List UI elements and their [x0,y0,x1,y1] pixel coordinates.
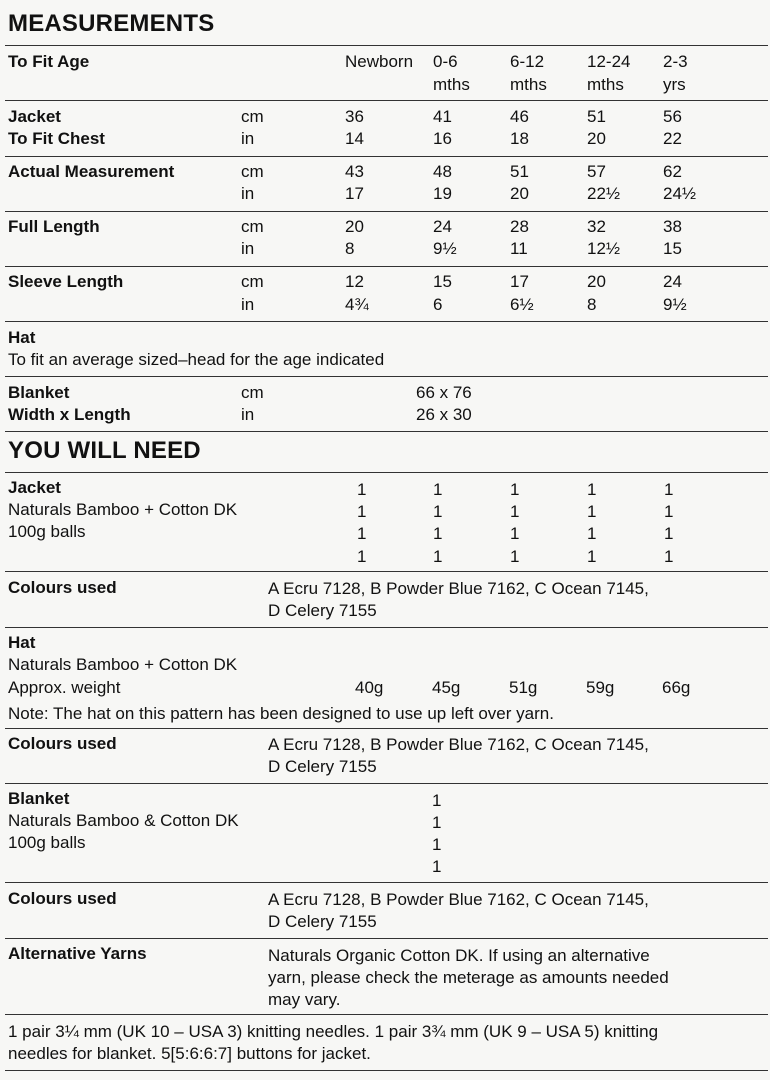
value: 17 [345,184,364,203]
value: 9½ [663,295,687,314]
blanket-label: Blanket [8,789,70,808]
value: 15 [433,272,452,291]
divider [5,938,768,939]
size-label: mths [510,75,547,94]
alternative-line: yarn, please check the meterage as amounts needed [268,968,669,987]
value: 22 [663,129,682,148]
value: 1 [510,547,520,566]
divider [5,45,768,46]
value: 12 [345,272,364,291]
value: 1 [357,524,367,543]
weight-label: Approx. weight [8,678,121,697]
hat-yarn: Naturals Bamboo + Cotton DK [8,655,238,674]
divider [5,431,768,432]
value: 4¾ [345,295,369,314]
value: 1 [510,502,520,521]
unit-cm: cm [241,107,264,126]
jacket-balls: 100g balls [8,522,86,541]
value: 1 [587,502,597,521]
divider [5,266,768,267]
blanket-size-in: 26 x 30 [416,405,472,424]
divider [5,882,768,883]
value: 16 [433,129,452,148]
colours-line: D Celery 7155 [268,601,377,620]
unit-in: in [241,184,255,203]
size-label: 12-24 [587,52,631,71]
unit-cm: cm [241,217,264,236]
value: 9½ [433,239,457,258]
value: 17 [510,272,529,291]
value: 1 [357,480,367,499]
size-label: 0-6 [433,52,458,71]
chest-label: To Fit Chest [8,129,105,148]
value: 8 [587,295,597,314]
weight-value: 51g [509,678,538,697]
value: 1 [433,502,443,521]
unit-in: in [241,405,255,424]
divider [5,783,768,784]
value: 41 [433,107,452,126]
actual-measurement-label: Actual Measurement [8,162,175,181]
needles-line: needles for blanket. 5[5:6:6:7] buttons for jacket. [8,1044,371,1063]
size-label: Newborn [345,52,414,71]
value: 1 [510,480,520,499]
alternative-line: Naturals Organic Cotton DK. If using an alternative [268,946,650,965]
hat-label: Hat [8,328,36,347]
size-label: 2-3 [663,52,688,71]
value: 1 [587,547,597,566]
size-label: yrs [663,75,686,94]
value: 11 [510,239,528,258]
blanket-balls: 100g balls [8,833,86,852]
size-label: mths [587,75,624,94]
value: 22½ [587,184,621,203]
colours-line: A Ecru 7128, B Powder Blue 7162, C Ocean 7145, [268,579,649,598]
value: 1 [433,524,443,543]
value: 1 [664,524,674,543]
size-label: mths [433,75,470,94]
value: 32 [587,217,606,236]
divider [5,376,768,377]
unit-cm: cm [241,383,264,402]
divider [5,728,768,729]
colours-line: D Celery 7155 [268,757,377,776]
value: 15 [663,239,682,258]
value: 1 [432,791,442,810]
value: 62 [663,162,682,181]
value: 1 [433,480,443,499]
value: 46 [510,107,529,126]
value: 12½ [587,239,621,258]
value: 1 [357,547,367,566]
jacket-yarn: Naturals Bamboo + Cotton DK [8,500,238,519]
value: 1 [664,547,674,566]
unit-in: in [241,295,255,314]
value: 20 [587,129,606,148]
unit-in: in [241,239,255,258]
value: 51 [510,162,529,181]
value: 1 [357,502,367,521]
value: 24½ [663,184,697,203]
hat-yarn-note: Note: The hat on this pattern has been designed to use up left over yarn. [8,704,554,723]
blanket-size-cm: 66 x 76 [416,383,472,402]
unit-in: in [241,129,255,148]
hat-label: Hat [8,633,36,652]
value: 57 [587,162,606,181]
value: 1 [664,480,674,499]
value: 1 [587,524,597,543]
value: 24 [433,217,452,236]
value: 18 [510,129,529,148]
alternative-yarns-label: Alternative Yarns [8,944,147,963]
colours-line: A Ecru 7128, B Powder Blue 7162, C Ocean 7145, [268,890,649,909]
value: 56 [663,107,682,126]
value: 36 [345,107,364,126]
colours-used-label: Colours used [8,889,117,908]
divider [5,472,768,473]
value: 28 [510,217,529,236]
size-label: 6-12 [510,52,545,71]
colours-used-label: Colours used [8,734,117,753]
needles-line: 1 pair 3¼ mm (UK 10 – USA 3) knitting needles. 1 pair 3¾ mm (UK 9 – USA 5) knitting [8,1022,659,1041]
value: 14 [345,129,364,148]
divider [5,627,768,628]
value: 1 [432,835,442,854]
blanket-label: Blanket [8,383,70,402]
value: 48 [433,162,452,181]
colours-used-label: Colours used [8,578,117,597]
value: 1 [433,547,443,566]
divider [5,1014,768,1015]
value: 1 [510,524,520,543]
width-length-label: Width x Length [8,405,131,424]
value: 20 [510,184,529,203]
value: 51 [587,107,606,126]
value: 38 [663,217,682,236]
value: 1 [587,480,597,499]
divider [5,211,768,212]
colours-line: D Celery 7155 [268,912,377,931]
colours-line: A Ecru 7128, B Powder Blue 7162, C Ocean 7145, [268,735,649,754]
value: 8 [345,239,355,258]
value: 20 [587,272,606,291]
value: 6½ [510,295,534,314]
divider [5,156,768,157]
value: 1 [432,813,442,832]
divider [5,100,768,101]
full-length-label: Full Length [8,217,100,236]
sleeve-length-label: Sleeve Length [8,272,124,291]
jacket-label: Jacket [8,478,61,497]
divider [5,321,768,322]
you-will-need-heading: YOU WILL NEED [8,437,201,464]
divider [5,571,768,572]
value: 19 [433,184,452,203]
unit-cm: cm [241,272,264,291]
value: 20 [345,217,364,236]
value: 1 [432,857,442,876]
measurements-heading: MEASUREMENTS [8,10,215,37]
blanket-yarn: Naturals Bamboo & Cotton DK [8,811,239,830]
value: 6 [433,295,443,314]
value: 1 [664,502,674,521]
value: 43 [345,162,364,181]
weight-value: 40g [355,678,384,697]
divider [5,1070,768,1071]
value: 24 [663,272,682,291]
unit-cm: cm [241,162,264,181]
jacket-label: Jacket [8,107,61,126]
alternative-line: may vary. [268,990,341,1009]
age-label: To Fit Age [8,52,90,71]
weight-value: 59g [586,678,615,697]
weight-value: 66g [662,678,691,697]
hat-note: To fit an average sized–head for the age indicated [8,350,385,369]
weight-value: 45g [432,678,461,697]
